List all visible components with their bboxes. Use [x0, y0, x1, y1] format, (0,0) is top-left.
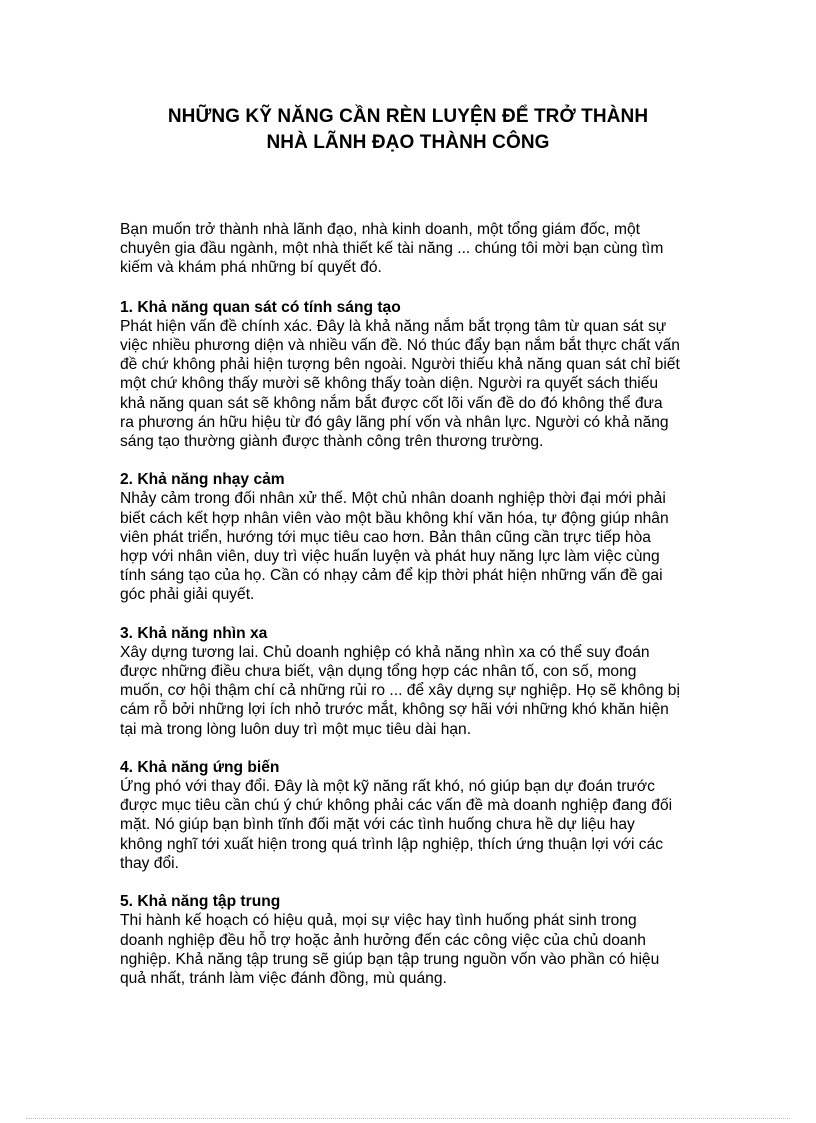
section-observation [120, 298, 680, 452]
section-text: Phát hiện vấn đề chính xác. Đây là khả năng nắm bắt trọng tâm từ quan sát sự việc nhiều phương diện và nhiều vấn đề. Nó thúc đẩy bạn nắm bắt thực chất vấn đề chứ không phải hiện tượng bên ngoài. Người thiếu khả năng quan sát chỉ biết một chứ không thấy mười sẽ không thấy toàn diện. Người ra quyết sách thiếu khả năng quan sát sẽ không nắm bắt được cốt lõi vấn đề do đó không thể đưa ra phương án hữu hiệu từ đó gây lãng phí vốn và nhân lực. Người có khả năng sáng tạo thường giành được thành công trên thương trường. [120, 317, 680, 451]
intro-paragraph: Bạn muốn trở thành nhà lãnh đạo, nhà kinh doanh, một tổng giám đốc, một chuyên gia đầu ngành, một nhà thiết kế tài năng ... chúng tôi mời bạn cùng tìm kiếm và khám phá những bí quyết đó. [120, 221, 664, 277]
page-bottom-divider [26, 1118, 790, 1119]
section-focus [120, 892, 680, 988]
section-text: Xây dựng tương lai. Chủ doanh nghiệp có khả năng nhìn xa có thể suy đoán được những điều chưa biết, vận dụng tổng hợp các nhân tố, con số, mong muốn, cơ hội thậm chí cả những rủi ro ... để xây dựng sự nghiệp. Họ sẽ không bị cám rỗ bởi những lợi ích nhỏ trước mắt, không sợ hãi với những khó khăn hiện tại mà trong lòng luôn duy trì một mục tiêu dài hạn. [120, 643, 680, 738]
section-text: Ứng phó với thay đổi. Đây là một kỹ năng rất khó, nó giúp bạn dự đoán trước được mục tiêu cần chú ý chứ không phải các vấn đề mà doanh nghiệp đang đối mặt. Nó giúp bạn bình tĩnh đối mặt với các tình huống chưa hề dự liệu hay không nghĩ tới xuất hiện trong quá trình lập nghiệp, thích ứng thuận lợi với các thay đổi. [120, 778, 673, 872]
section-adaptability [120, 758, 680, 873]
section-heading: 1. Khả năng quan sát có tính sáng tạo [120, 298, 401, 316]
section-text: Thi hành kế hoạch có hiệu quả, mọi sự việc hay tình huống phát sinh trong doanh nghiệp đều hỗ trợ hoặc ảnh hưởng đến các công việc của chủ doanh nghiệp. Khả năng tập trung sẽ giúp bạn tập trung nguồn vốn vào phần có hiệu quả nhất, tránh làm việc đánh đồng, mù quáng. [120, 912, 660, 987]
title-line-2: NHÀ LÃNH ĐẠO THÀNH CÔNG [266, 132, 550, 153]
section-heading: 2. Khả năng nhạy cảm [120, 471, 285, 489]
section-heading: 4. Khả năng ứng biến [120, 758, 280, 776]
section-vision [120, 624, 680, 739]
section-text: Nhảy cảm trong đối nhân xử thế. Một chủ nhân doanh nghiệp thời đại mới phải biết cách kết hợp nhân viên vào một bầu không khí văn hóa, tự động giúp nhân viên phát triển, hướng tới mục tiêu cao hơn. Bản thân cũng cần trực tiếp hòa hợp với nhân viên, duy trì việc huấn luyện và phát huy năng lực làm việc cùng tính sáng tạo của họ. Cần có nhạy cảm để kịp thời phát hiện những vấn đề gai góc phải giải quyết. [120, 490, 669, 604]
section-heading: 5. Khả năng tập trung [120, 893, 281, 911]
page-title [0, 104, 816, 156]
document-body [120, 220, 680, 1007]
title-line-1: NHỮNG KỸ NĂNG CẦN RÈN LUYỆN ĐỂ TRỞ THÀNH [167, 106, 649, 127]
section-heading: 3. Khả năng nhìn xa [120, 624, 268, 642]
section-sensitivity [120, 470, 680, 604]
